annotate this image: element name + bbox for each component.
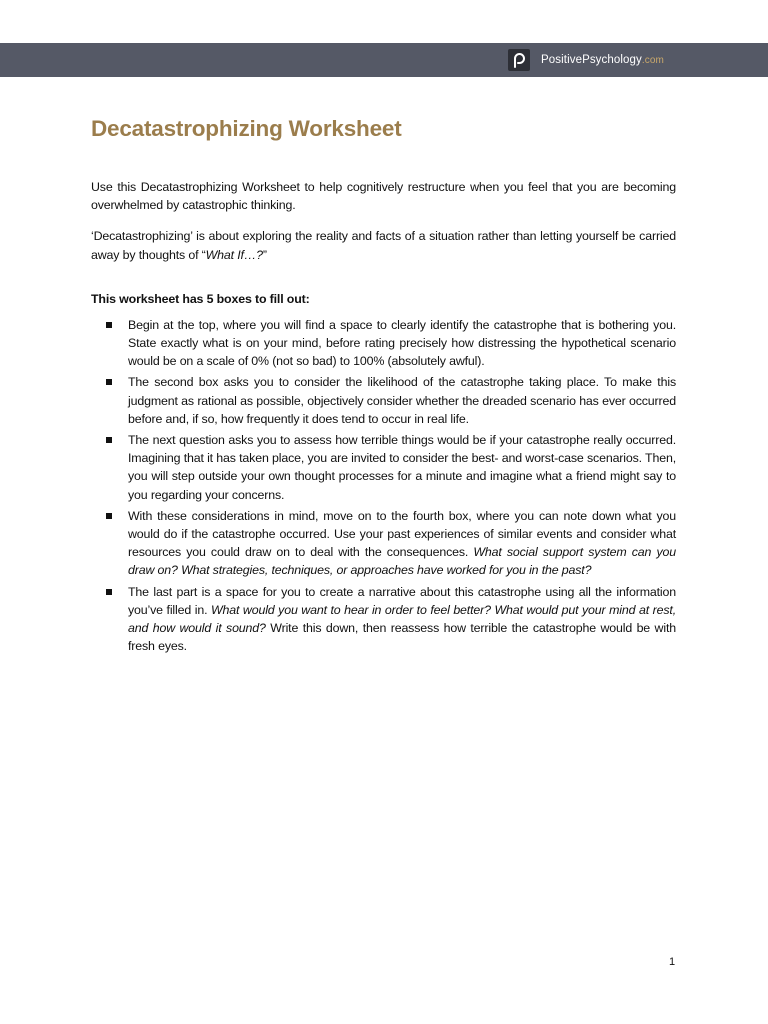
instructions-list: [91, 316, 676, 656]
positivepsychology-logo-icon: [508, 49, 530, 71]
square-bullet-icon: [106, 379, 112, 385]
boxes-heading: This worksheet has 5 boxes to fill out:: [91, 291, 310, 306]
definition-text: ‘Decatastrophizing’ is about exploring the reality and facts of a situation rather than letting yourself be carried away by thoughts of “: [91, 229, 676, 262]
document-body: [91, 178, 676, 658]
definition-paragraph: [91, 227, 676, 263]
brand-suffix: .com: [641, 55, 664, 66]
list-item: [91, 583, 676, 656]
definition-emphasis: What If…?: [205, 247, 263, 262]
header-bar: [0, 43, 768, 77]
list-item-emphasis: What social support system can you draw on? What strategies, techniques, or approaches have worked for you in the past?: [128, 545, 676, 578]
list-item-emphasis: What would you want to hear in order to feel better? What would put your mind at rest, and how would it sound?: [128, 602, 676, 636]
page-title: Decatastrophizing Worksheet: [91, 116, 402, 141]
list-item-text-after: Write this down, then reassess how terrible the catastrophe would be with fresh eyes.: [128, 621, 676, 654]
square-bullet-icon: [106, 589, 112, 595]
square-bullet-icon: [106, 322, 112, 328]
brand-name: [541, 54, 664, 66]
page-number: 1: [669, 956, 676, 968]
list-item-text: The next question asks you to assess how terrible things would be if your catastrophe really occurred. Imagining that it has taken place, you are invited to consider the best- and worst-case scenarios. Then, you will step outside your own thought processes for a minute and imagine what a friend might say to you regarding your concerns.: [128, 433, 676, 502]
intro-paragraph: Use this Decatastrophizing Worksheet to help cognitively restructure when you feel that you are becoming overwhelmed by catastrophic thinking.: [91, 180, 676, 213]
square-bullet-icon: [106, 437, 112, 443]
list-item: [91, 373, 676, 428]
brand-name-text: PositivePsychology: [541, 54, 642, 66]
definition-close: ”: [262, 247, 267, 262]
logo-p-glyph-icon: [512, 52, 526, 68]
list-item: [91, 316, 676, 371]
list-item-text: The last part is a space for you to create a narrative about this catastrophe using all the information you’ve filled in.: [128, 584, 676, 617]
square-bullet-icon: [106, 513, 112, 519]
list-item-text: The second box asks you to consider the likelihood of the catastrophe taking place. To make this judgment as rational as possible, objectively consider whether the dreaded scenario has ever occurred before and, if so, how frequently it does tend to occur in real life.: [128, 375, 676, 426]
list-item: [91, 431, 676, 504]
list-item-text: With these considerations in mind, move on to the fourth box, where you can note down what you would do if the catastrophe occurred. Use your past experiences of similar events and consider what resources you could draw on to deal with the consequences.: [128, 508, 676, 560]
list-item: [91, 507, 676, 580]
list-item-text: Begin at the top, where you will find a space to clearly identify the catastrophe that is bothering you. State exactly what is on your mind, before rating precisely how distressing the hypothetical scenario would be on a scale of 0% (not so bad) to 100% (absolutely awful).: [128, 317, 676, 369]
brand: [508, 49, 664, 71]
